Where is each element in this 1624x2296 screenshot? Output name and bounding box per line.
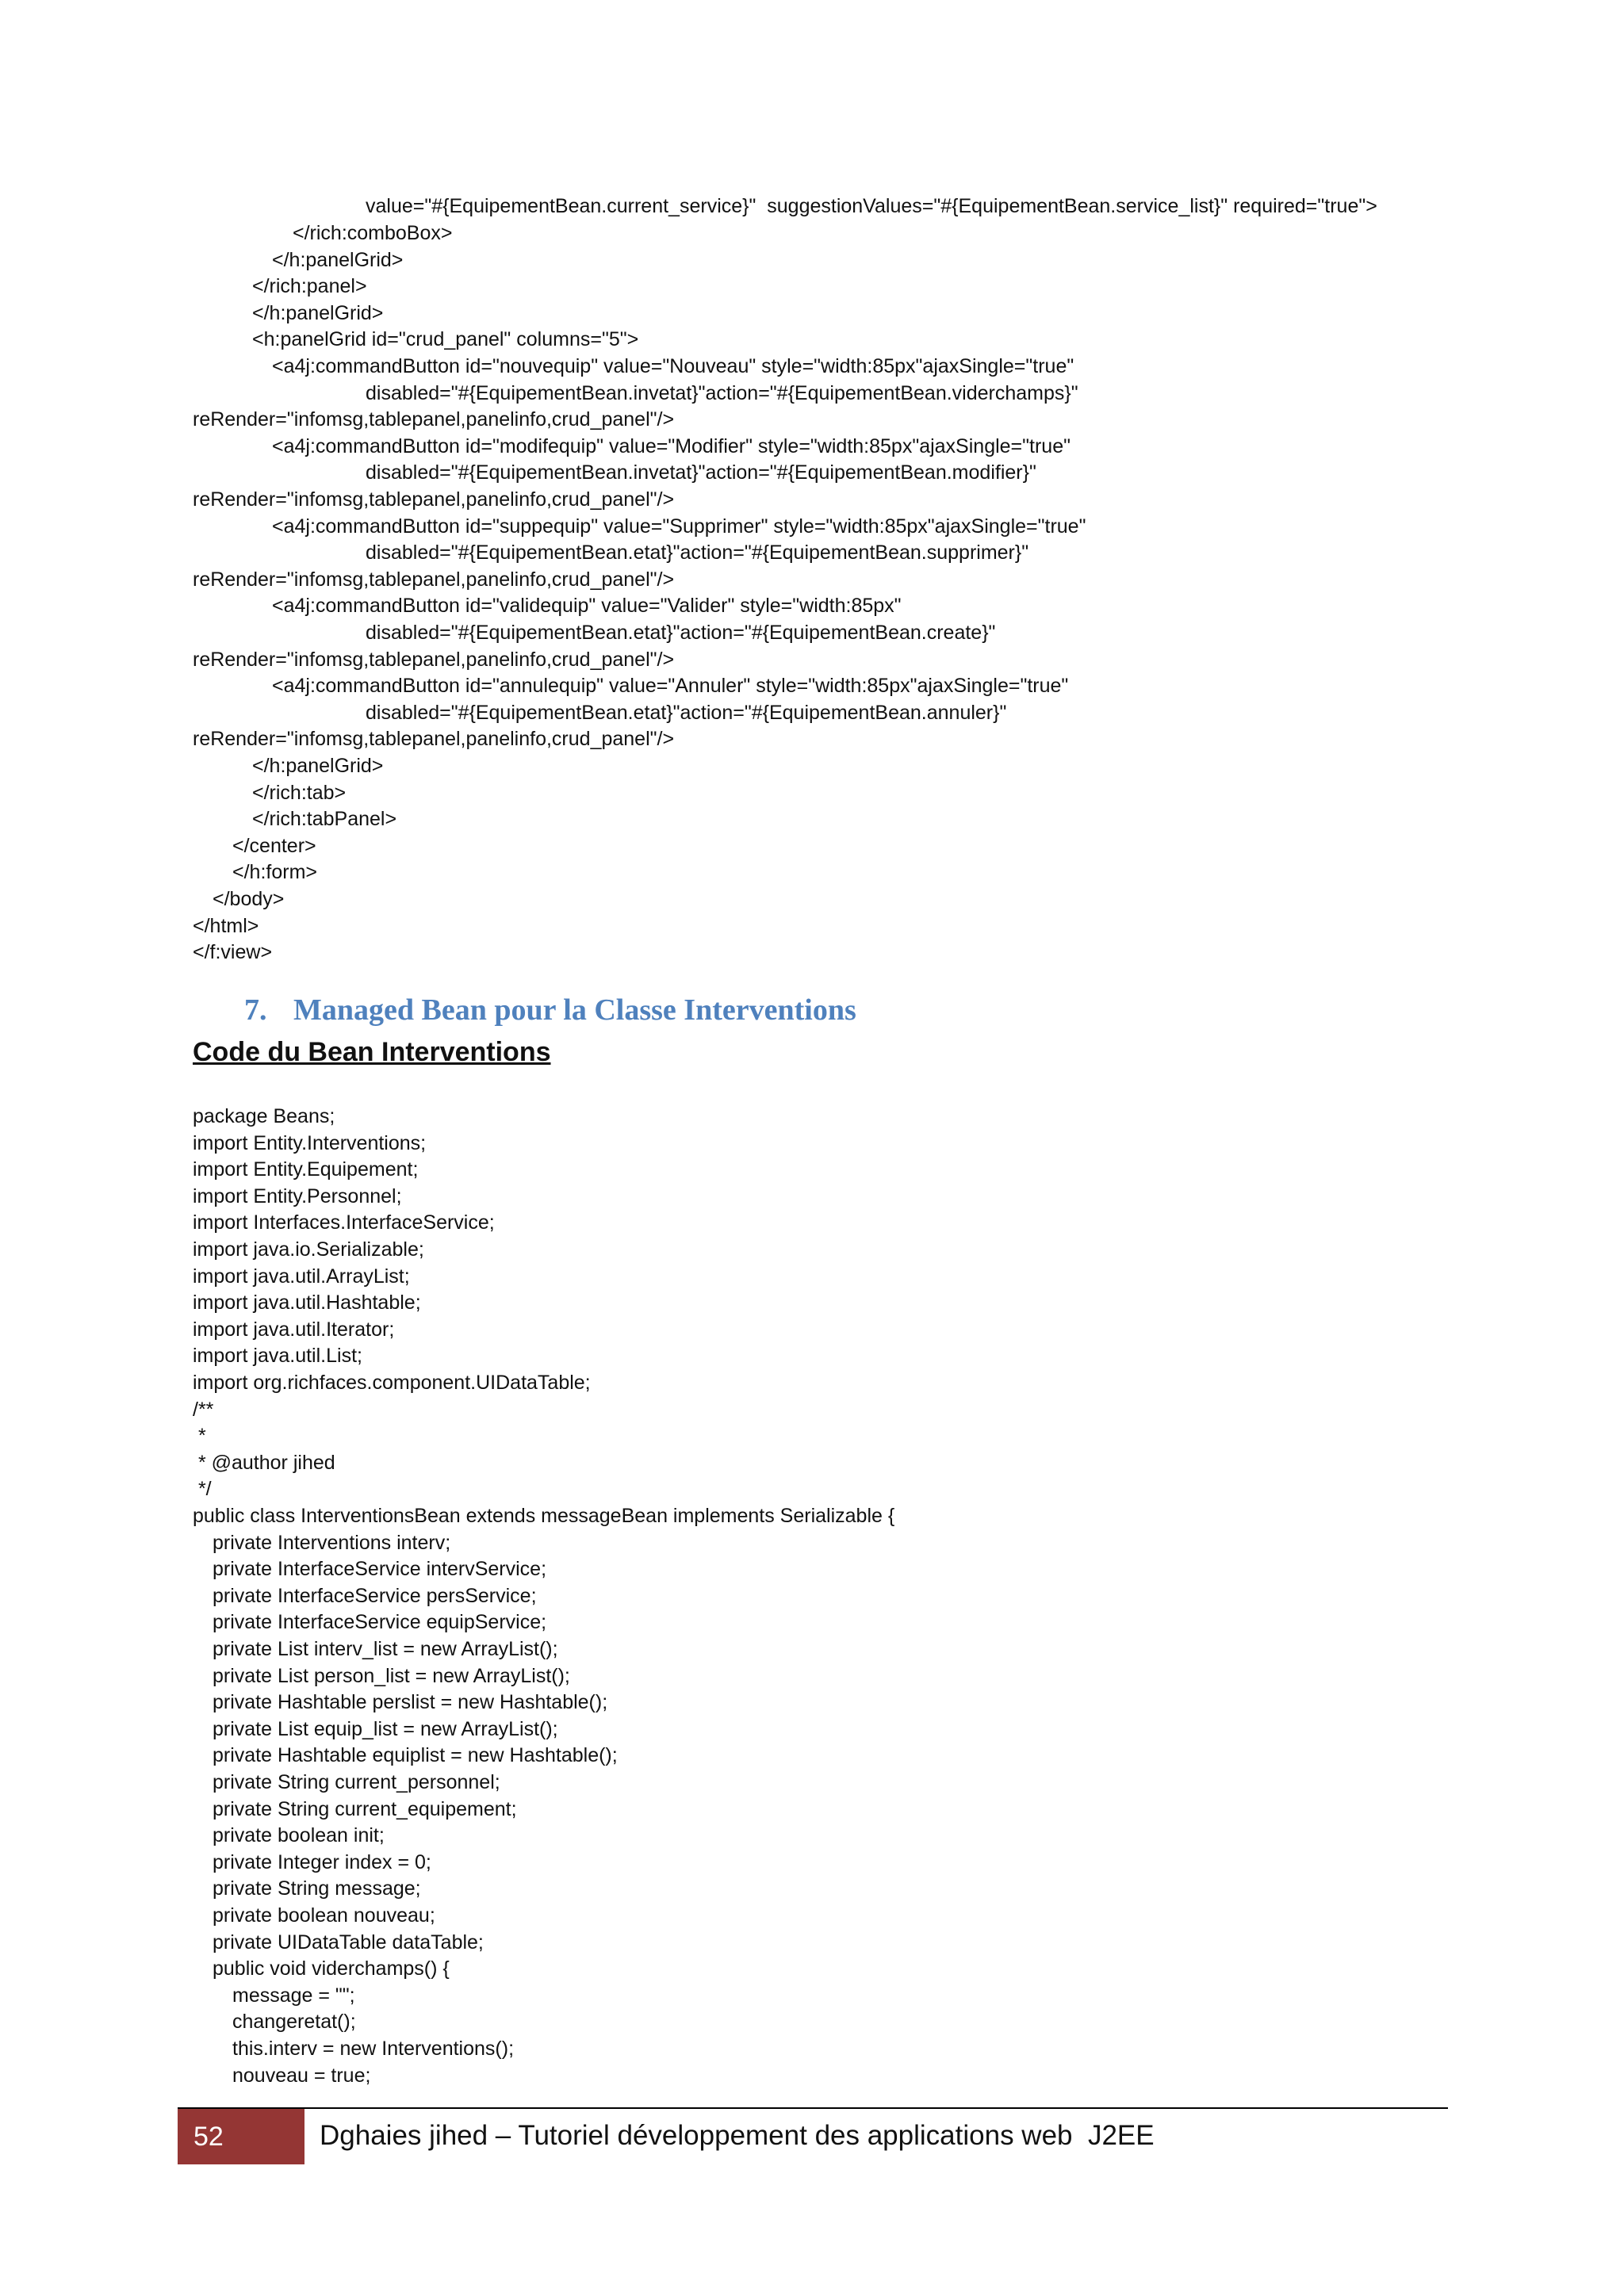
code-line: disabled="#{EquipementBean.invetat}"action="#{EquipementBean.viderchamps}" (366, 382, 1078, 404)
code-line: </h:form> (232, 861, 317, 883)
code-line: /** (193, 1399, 214, 1421)
code-line: </h:panelGrid> (252, 755, 384, 777)
code-line: import java.util.Hashtable; (193, 1292, 421, 1314)
code-line: package Beans; (193, 1105, 335, 1127)
code-line: private boolean nouveau; (213, 1904, 435, 1927)
code-line: private String message; (213, 1877, 421, 1900)
code-line: import Entity.Personnel; (193, 1185, 402, 1207)
code-line: disabled="#{EquipementBean.etat}"action="#{EquipementBean.create}" (366, 622, 996, 644)
code-line: <a4j:commandButton id="suppequip" value="Supprimer" style="width:85px"ajaxSingle="true" (272, 515, 1086, 538)
code-line: </rich:panel> (252, 275, 367, 297)
code-line: private Interventions interv; (213, 1532, 451, 1554)
code-line: <a4j:commandButton id="nouvequip" value="Nouveau" style="width:85px"ajaxSingle="true" (272, 355, 1074, 377)
code-line: </rich:tabPanel> (252, 808, 397, 830)
code-line: </center> (232, 835, 316, 857)
code-line: disabled="#{EquipementBean.etat}"action="#{EquipementBean.annuler}" (366, 702, 1007, 724)
code-line: reRender="infomsg,tablepanel,panelinfo,crud_panel"/> (193, 488, 675, 511)
footer-title: Dghaies jihed – Tutoriel développement des applications web J2EE (320, 2120, 1155, 2151)
code-line: private String current_equipement; (213, 1798, 517, 1820)
code-line: nouveau = true; (232, 2064, 371, 2087)
code-line: public class InterventionsBean extends messageBean implements Serializable { (193, 1505, 895, 1527)
code-line: </f:view> (193, 941, 273, 963)
code-line: * @author jihed (193, 1452, 335, 1474)
code-line: private boolean init; (213, 1824, 385, 1846)
code-line: reRender="infomsg,tablepanel,panelinfo,crud_panel"/> (193, 728, 675, 750)
footer-divider (178, 2107, 1448, 2109)
code-line: private InterfaceService intervService; (213, 1558, 547, 1580)
page-number: 52 (193, 2121, 224, 2152)
code-line: </html> (193, 915, 259, 937)
code-line: * (193, 1425, 206, 1447)
section-title: Managed Bean pour la Classe Interventions (293, 993, 856, 1027)
code-line: private List person_list = new ArrayList(); (213, 1665, 570, 1687)
code-line: import java.io.Serializable; (193, 1238, 424, 1261)
code-line: <a4j:commandButton id="validequip" value="Valider" style="width:85px" (272, 595, 902, 617)
code-line: value="#{EquipementBean.current_service}" suggestionValues="#{EquipementBean.service_list}" required="true"> (366, 195, 1377, 217)
section-number: 7. (244, 993, 267, 1027)
code-line: private UIDataTable dataTable; (213, 1931, 484, 1954)
section-heading (244, 993, 856, 1027)
code-line: import org.richfaces.component.UIDataTable; (193, 1372, 591, 1394)
code-line: private InterfaceService persService; (213, 1585, 537, 1607)
code-line: </h:panelGrid> (252, 302, 384, 324)
code-line: private Integer index = 0; (213, 1851, 431, 1873)
code-line: private List equip_list = new ArrayList(); (213, 1718, 558, 1740)
code-line: reRender="infomsg,tablepanel,panelinfo,crud_panel"/> (193, 408, 675, 430)
code-line: import Entity.Equipement; (193, 1158, 419, 1181)
code-line: private InterfaceService equipService; (213, 1611, 547, 1633)
page-number-badge (178, 2109, 304, 2164)
code-line: private Hashtable equiplist = new Hashtable(); (213, 1744, 618, 1766)
section-subtitle: Code du Bean Interventions (193, 1037, 551, 1067)
code-line: private List interv_list = new ArrayList(); (213, 1638, 558, 1660)
code-line: public void viderchamps() { (213, 1957, 450, 1980)
code-line: message = ""; (232, 1984, 355, 2007)
code-line: private String current_personnel; (213, 1771, 500, 1793)
code-line: disabled="#{EquipementBean.etat}"action="#{EquipementBean.supprimer}" (366, 541, 1029, 564)
code-line: import java.util.Iterator; (193, 1318, 395, 1341)
code-line: import Interfaces.InterfaceService; (193, 1211, 495, 1234)
code-line: </h:panelGrid> (272, 249, 404, 271)
code-line: import java.util.List; (193, 1345, 362, 1367)
code-line: </body> (213, 888, 285, 910)
code-line: import Entity.Interventions; (193, 1132, 427, 1154)
code-line: <a4j:commandButton id="annulequip" value="Annuler" style="width:85px"ajaxSingle="true" (272, 675, 1069, 697)
code-line: */ (193, 1478, 212, 1500)
code-line: changeretat(); (232, 2011, 356, 2033)
code-line: disabled="#{EquipementBean.invetat}"action="#{EquipementBean.modifier}" (366, 461, 1036, 484)
code-line: <a4j:commandButton id="modifequip" value="Modifier" style="width:85px"ajaxSingle="true" (272, 435, 1071, 457)
code-line: reRender="infomsg,tablepanel,panelinfo,crud_panel"/> (193, 649, 675, 671)
code-line: <h:panelGrid id="crud_panel" columns="5"> (252, 328, 639, 350)
code-line: import java.util.ArrayList; (193, 1265, 410, 1288)
code-line: </rich:tab> (252, 782, 347, 804)
code-line: reRender="infomsg,tablepanel,panelinfo,crud_panel"/> (193, 568, 675, 591)
code-line: private Hashtable perslist = new Hashtable(); (213, 1691, 608, 1713)
code-line: </rich:comboBox> (293, 222, 453, 244)
code-line: this.interv = new Interventions(); (232, 2038, 515, 2060)
